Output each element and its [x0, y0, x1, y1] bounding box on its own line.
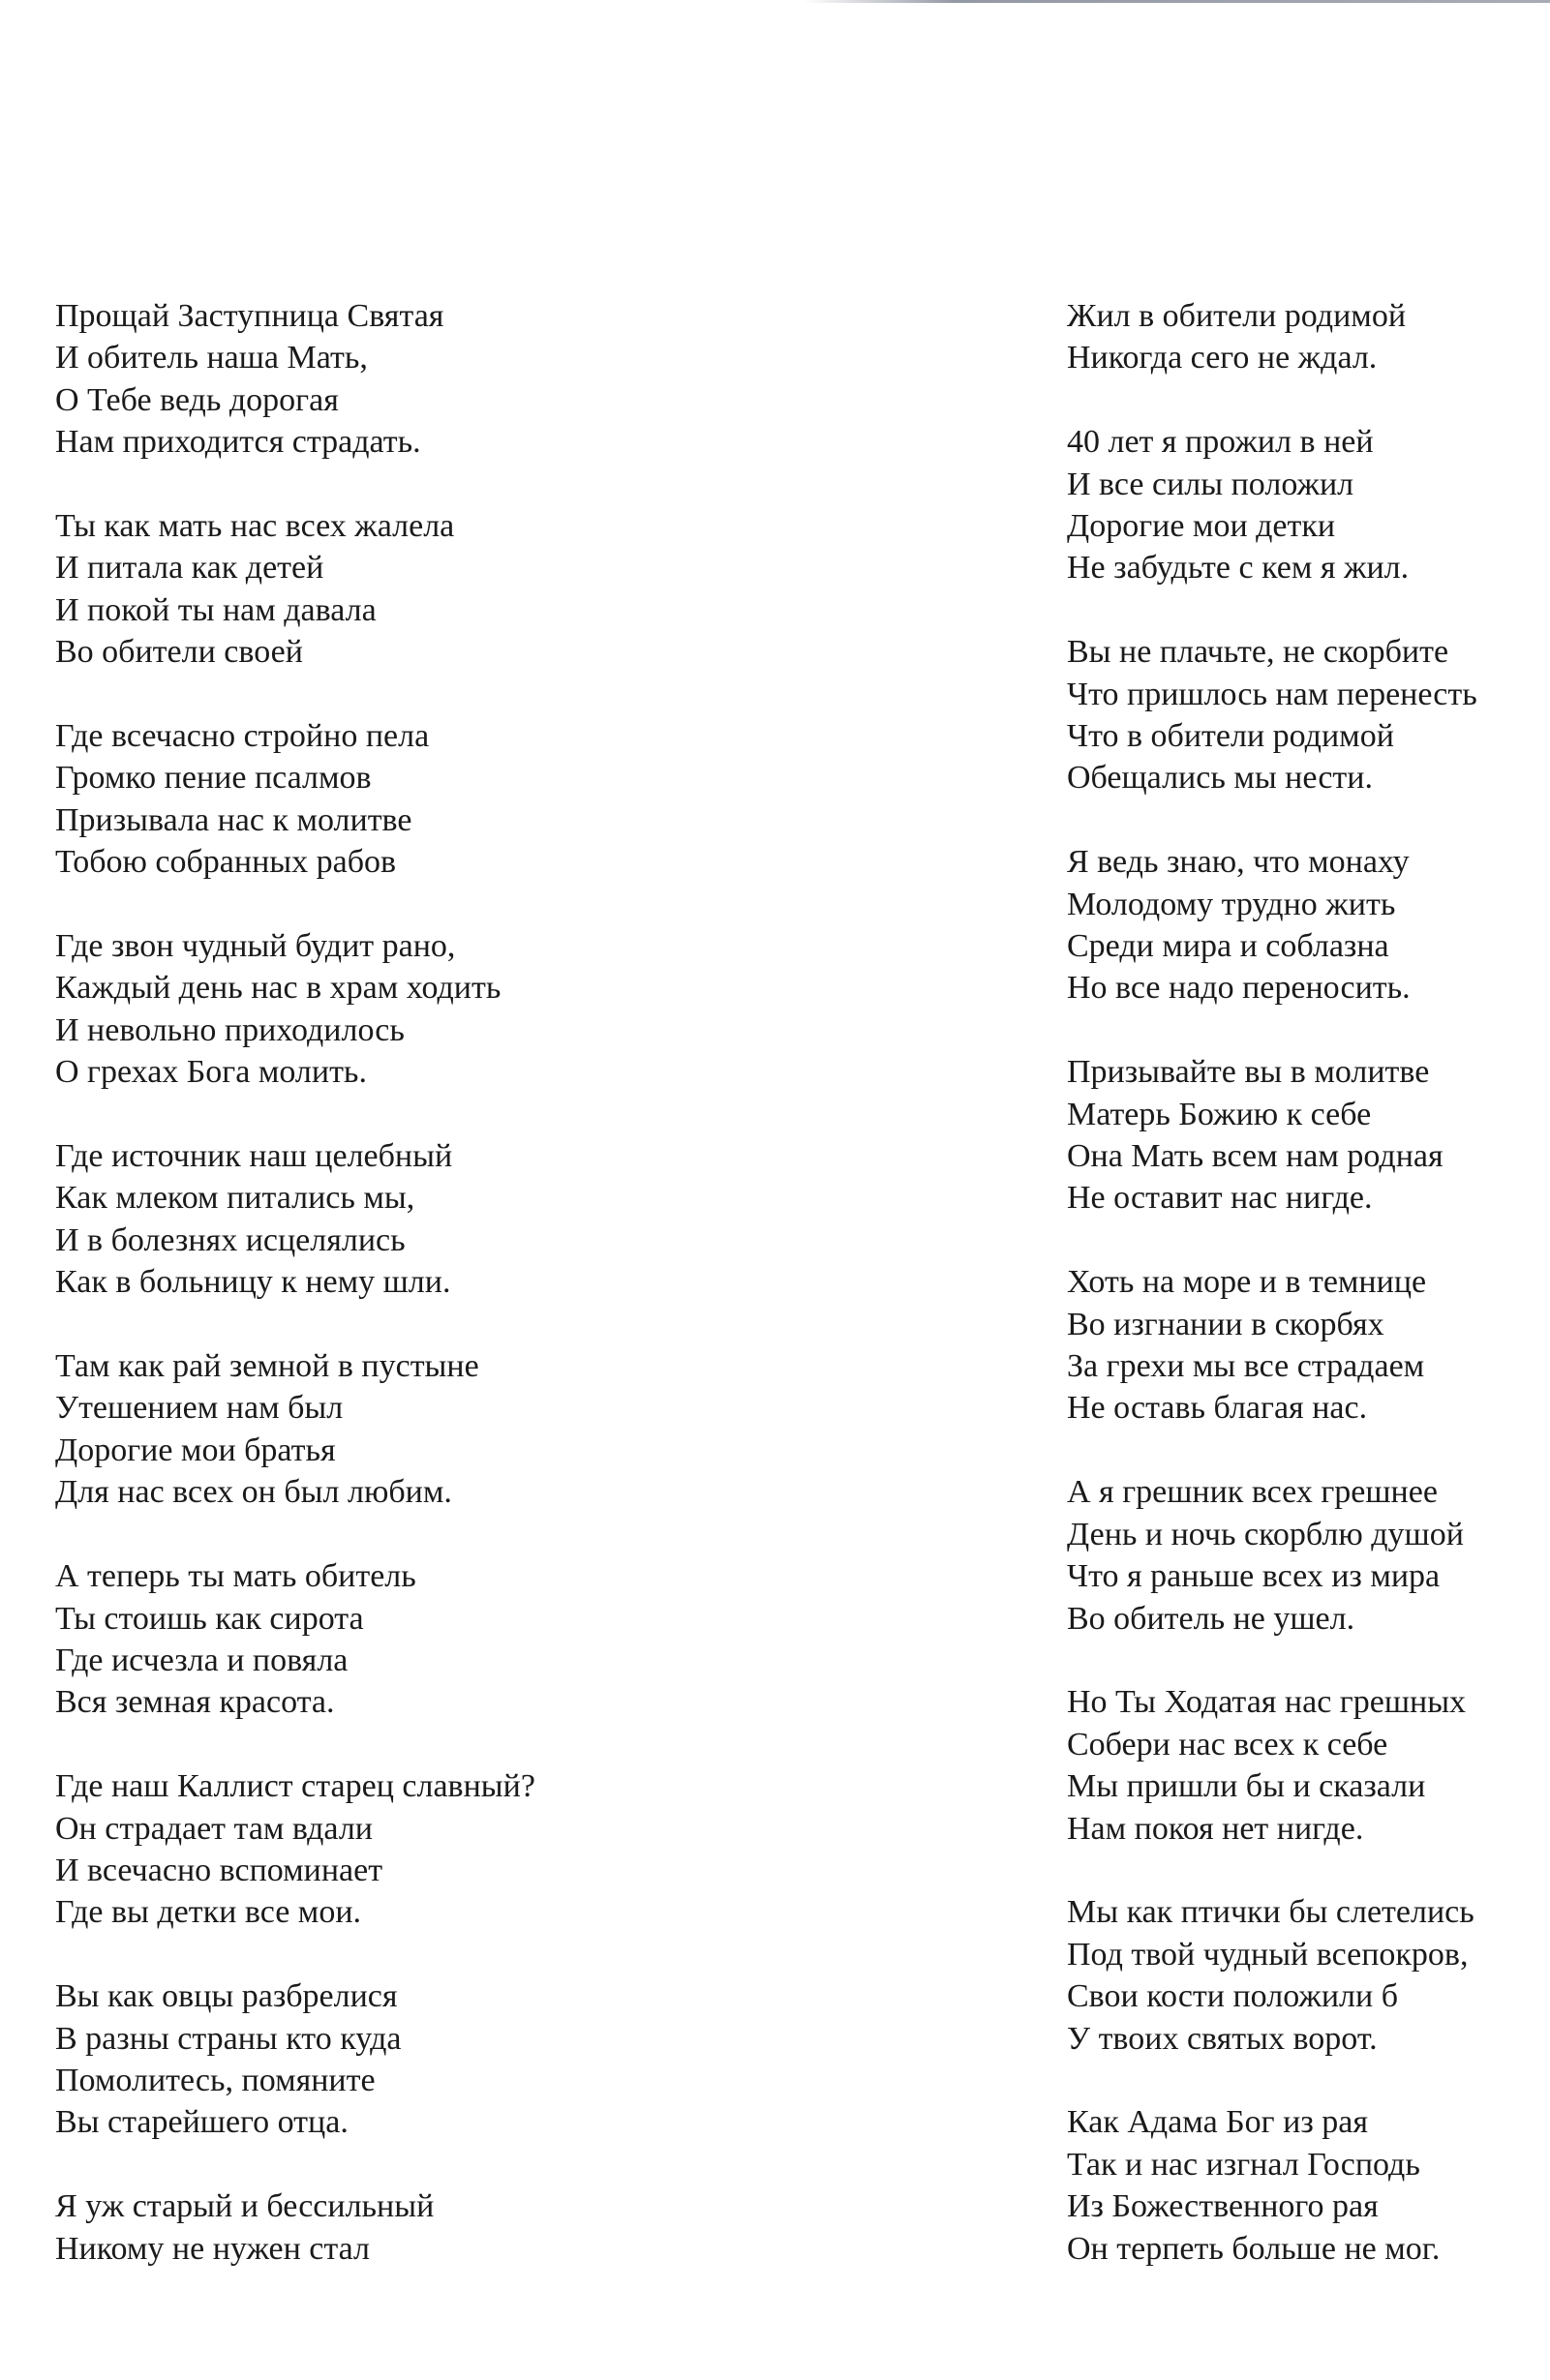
poem-line: Свои кости положили б [1067, 1978, 1398, 2015]
poem-line: Во обители своей [55, 634, 303, 671]
stanza [55, 1765, 675, 1934]
poem-line: Я ведь знаю, что монаху [1067, 844, 1410, 881]
poem-line: И все силы положил [1067, 466, 1354, 502]
stanza [1067, 1261, 1541, 1430]
poem-line: Нам приходится страдать. [55, 424, 421, 461]
poem-line: Каждый день нас в храм ходить [55, 970, 501, 1007]
poem-line: Ты как мать нас всех жалела [55, 508, 455, 545]
poem-line: Я уж старый и бессильный [55, 2188, 435, 2225]
poem-line: О грехах Бога молить. [55, 1054, 367, 1091]
poem-line: Хоть на море и в темнице [1067, 1264, 1427, 1301]
poem-line: Матерь Божию к себе [1067, 1096, 1372, 1132]
stanza [55, 1135, 675, 1304]
stanza [55, 1345, 675, 1514]
poem-line: Призывайте вы в молитве [1067, 1054, 1430, 1091]
poem-line: Он терпеть больше не мог. [1067, 2230, 1441, 2267]
poem-line: Не оставит нас нигде. [1067, 1180, 1373, 1217]
poem-line: Что в обители родимой [1067, 718, 1394, 755]
stanza [1067, 421, 1541, 589]
poem-line: О Тебе ведь дорогая [55, 381, 339, 418]
poem-line: Она Мать всем нам родная [1067, 1138, 1444, 1175]
stanza [55, 505, 675, 674]
poem-line: Мы как птички бы слетелись [1067, 1894, 1474, 1931]
poem-line: День и ночь скорблю душой [1067, 1516, 1464, 1552]
poem-line: Вы старейшего отца. [55, 2104, 349, 2141]
poem-line: Где всечасно стройно пела [55, 718, 430, 755]
poem-line: Дорогие мои детки [1067, 508, 1336, 545]
poem-line: И обитель наша Мать, [55, 340, 368, 377]
poem-line: Так и нас изгнал Господь [1067, 2146, 1420, 2183]
stanza [1067, 1891, 1541, 2060]
stanza [55, 715, 675, 884]
poem-line: У твоих святых ворот. [1067, 2020, 1378, 2057]
poem-line: Помолитесь, помяните [55, 2062, 376, 2098]
poem-line: Утешением нам был [55, 1390, 344, 1427]
poem-line: А я грешник всех грешнее [1067, 1474, 1438, 1511]
poem-line: А теперь ты мать обитель [55, 1558, 416, 1595]
poem-line: Что пришлось нам перенесть [1067, 676, 1477, 712]
stanza [1067, 2101, 1541, 2270]
stanza [55, 1975, 675, 2144]
poem-line: И всечасно вспоминает [55, 1852, 383, 1888]
poem-line: Призывала нас к молитве [55, 801, 412, 838]
poem-line: Не забудьте с кем я жил. [1067, 550, 1410, 587]
poem-line: Там как рай земной в пустыне [55, 1348, 479, 1385]
poem-right-column [1067, 295, 1541, 2311]
poem-line: 40 лет я прожил в ней [1067, 424, 1374, 461]
poem-line: Во изгнании в скорбях [1067, 1306, 1384, 1342]
poem-line: Как Адама Бог из рая [1067, 2104, 1368, 2141]
stanza [1067, 841, 1541, 1009]
poem-line: Где исчезла и повяла [55, 1642, 349, 1678]
poem-line: И покой ты нам давала [55, 591, 377, 628]
stanza [1067, 1471, 1541, 1640]
stanza [55, 1555, 675, 1724]
poem-line: Собери нас всех к себе [1067, 1726, 1388, 1762]
stanza [1067, 631, 1541, 799]
poem-line: Где вы детки все мои. [55, 1894, 362, 1931]
poem-line: Из Божественного рая [1067, 2188, 1379, 2225]
poem-line: Не оставь благая нас. [1067, 1390, 1368, 1427]
poem-line: В разны страны кто куда [55, 2020, 402, 2057]
poem-line: Громко пение псалмов [55, 760, 372, 797]
poem-line: Где источник наш целебный [55, 1138, 453, 1175]
poem-left-column [55, 295, 675, 2311]
stanza [55, 2185, 675, 2270]
poem-line: Прощай Заступница Святая [55, 298, 444, 334]
poem-line: Обещались мы нести. [1067, 760, 1373, 797]
poem-line: Ты стоишь как сирота [55, 1600, 364, 1637]
poem-line: Никому не нужен стал [55, 2230, 370, 2267]
poem-line: Что я раньше всех из мира [1067, 1558, 1441, 1595]
poem-line: Но Ты Ходатая нас грешных [1067, 1684, 1467, 1721]
stanza [1067, 1051, 1541, 1220]
poem-line: Вы не плачьте, не скорбите [1067, 634, 1449, 671]
poem-line: Под твой чудный всепокров, [1067, 1936, 1469, 1973]
stanza [1067, 295, 1541, 379]
poem-line: Во обитель не ушел. [1067, 1600, 1355, 1637]
stanza [55, 925, 675, 1094]
poem-line: Тобою собранных рабов [55, 844, 397, 881]
poem-line: Вся земная красота. [55, 1684, 335, 1721]
poem-line: Жил в обители родимой [1067, 298, 1407, 334]
poem-line: Где наш Каллист старец славный? [55, 1768, 535, 1805]
stanza [55, 295, 675, 464]
poem-line: И невольно приходилось [55, 1011, 405, 1048]
poem-line: Молодому трудно жить [1067, 886, 1396, 922]
poem-line: Вы как овцы разбрелися [55, 1978, 398, 2015]
poem-line: Но все надо переносить. [1067, 970, 1411, 1007]
poem-line: Мы пришли бы и сказали [1067, 1768, 1426, 1805]
poem-line: За грехи мы все страдаем [1067, 1348, 1425, 1385]
poem-line: Никогда сего не ждал. [1067, 340, 1378, 377]
poem-line: Нам покоя нет нигде. [1067, 1810, 1364, 1847]
poem-line: Для нас всех он был любим. [55, 1474, 452, 1511]
poem-line: Он страдает там вдали [55, 1810, 373, 1847]
poem-line: И в болезнях исцелялись [55, 1221, 406, 1258]
poem-line: И питала как детей [55, 550, 324, 587]
poem-line: Как млеком питались мы, [55, 1180, 415, 1217]
poem-line: Где звон чудный будит рано, [55, 928, 456, 965]
poem-line: Как в больницу к нему шли. [55, 1264, 451, 1301]
poem-line: Дорогие мои братья [55, 1431, 336, 1468]
stanza [1067, 1681, 1541, 1850]
poem-line: Среди мира и соблазна [1067, 928, 1389, 965]
scan-edge-line [804, 0, 1550, 3]
